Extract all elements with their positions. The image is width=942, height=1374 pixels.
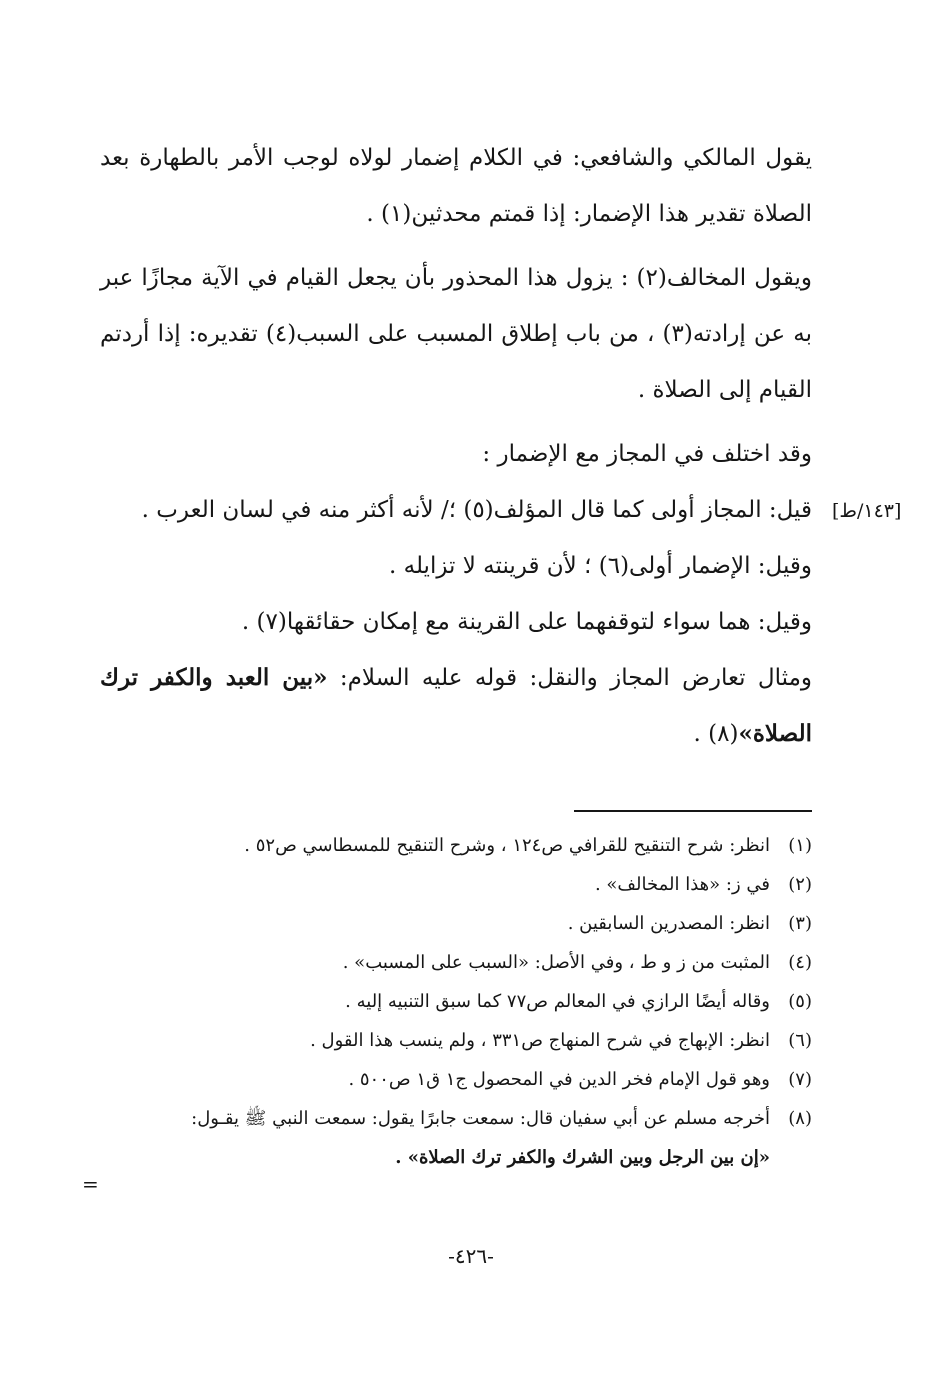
- footnote-8-hadith: «إن بين الرجل وبين الشرك والكفر ترك الصلاة» .: [395, 1147, 770, 1168]
- paragraph-7: [100, 650, 812, 762]
- paragraph-1: يقول المالكي والشافعي: في الكلام إضمار لولاه لوجب الأمر بالطهارة بعد الصلاة تقدير هذا الإضمار: إذا قمتم محدثين(١) .: [100, 145, 812, 227]
- footnote-number: (٦): [788, 1030, 812, 1051]
- paragraph-3: وقد اختلف في المجاز مع الإضمار :: [482, 441, 812, 467]
- hadith-quote: «بين العبد والكفر ترك الصلاة»: [100, 664, 812, 747]
- paragraph-5: وقيل: الإضمار أولى(٦) ؛ لأن قرينته لا تزايله .: [388, 553, 812, 579]
- footnote-text: المثبت من ز و ط ، وفي الأصل: «السبب على المسبب» .: [342, 952, 770, 973]
- footnote-text: أخرجه مسلم عن أبي سفيان قال: سمعت جابرًا يقول: سمعت النبي ﷺ يقـول:: [191, 1108, 770, 1129]
- paragraph-6: وقيل: هما سواء لتوقفهما على القرينة مع إمكان حقائقها(٧) .: [241, 609, 812, 635]
- footnote-8-quote: [96, 1138, 812, 1177]
- footnote-number: (١): [788, 835, 812, 856]
- footnote-8: [96, 1099, 812, 1138]
- footnote-5: [96, 982, 812, 1021]
- footnote-4: [96, 943, 812, 982]
- footnote-number: (٥): [788, 991, 812, 1012]
- paragraph-7-lead: ومثال تعارض المجاز والنقل: قوله عليه السلام:: [327, 665, 812, 691]
- footnote-text: انظر: الإبهاج في شرح المنهاج ص٣٣١ ، ولم ينسب هذا القول .: [310, 1030, 770, 1051]
- footnote-6: [96, 1021, 812, 1060]
- footnote-3: [96, 904, 812, 943]
- main-text: [100, 130, 812, 762]
- footnotes: [96, 826, 812, 1177]
- footnote-text: انظر: شرح التنقيح للقرافي ص١٢٤ ، وشرح التنقيح للمسطاسي ص٥٢ .: [244, 835, 770, 856]
- paragraph-7-tail: (٨) .: [693, 721, 739, 747]
- footnote-number: (٨): [788, 1108, 812, 1129]
- footnote-7: [96, 1060, 812, 1099]
- page-number: -٤٢٦-: [448, 1244, 494, 1268]
- paragraph-2: ويقول المخالف(٢) : يزول هذا المحذور بأن يجعل القيام في الآية مجازًا عبر به عن إرادته(٣) ، من باب إطلاق المسبب على السبب(٤) تقديره: إذا أردتم القيام إلى الصلاة .: [100, 265, 813, 403]
- footnote-number: (٢): [788, 874, 812, 895]
- footnote-text: انظر: المصدرين السابقين .: [567, 913, 770, 934]
- footnote-divider: [574, 810, 812, 812]
- continuation-mark: =: [82, 1172, 99, 1196]
- paragraph-4: قيل: المجاز أولى كما قال المؤلف(٥) ؛/ لأنه أكثر منه في لسان العرب .: [141, 497, 812, 523]
- footnote-text: وهو قول الإمام فخر الدين في المحصول ج١ ق١ ص٥٠٠ .: [348, 1069, 770, 1090]
- footnote-2: [96, 865, 812, 904]
- footnote-number: (٣): [788, 913, 812, 934]
- footnote-text: في ز: «هذا المخالف» .: [594, 874, 770, 895]
- footnote-number: (٧): [788, 1069, 812, 1090]
- footnote-1: [96, 826, 812, 865]
- footnote-number: (٤): [788, 952, 812, 973]
- footnote-text: وقاله أيضًا الرازي في المعالم ص٧٧ كما سبق التنبيه إليه .: [345, 991, 770, 1012]
- margin-reference: [١٤٣/ط]: [832, 500, 902, 522]
